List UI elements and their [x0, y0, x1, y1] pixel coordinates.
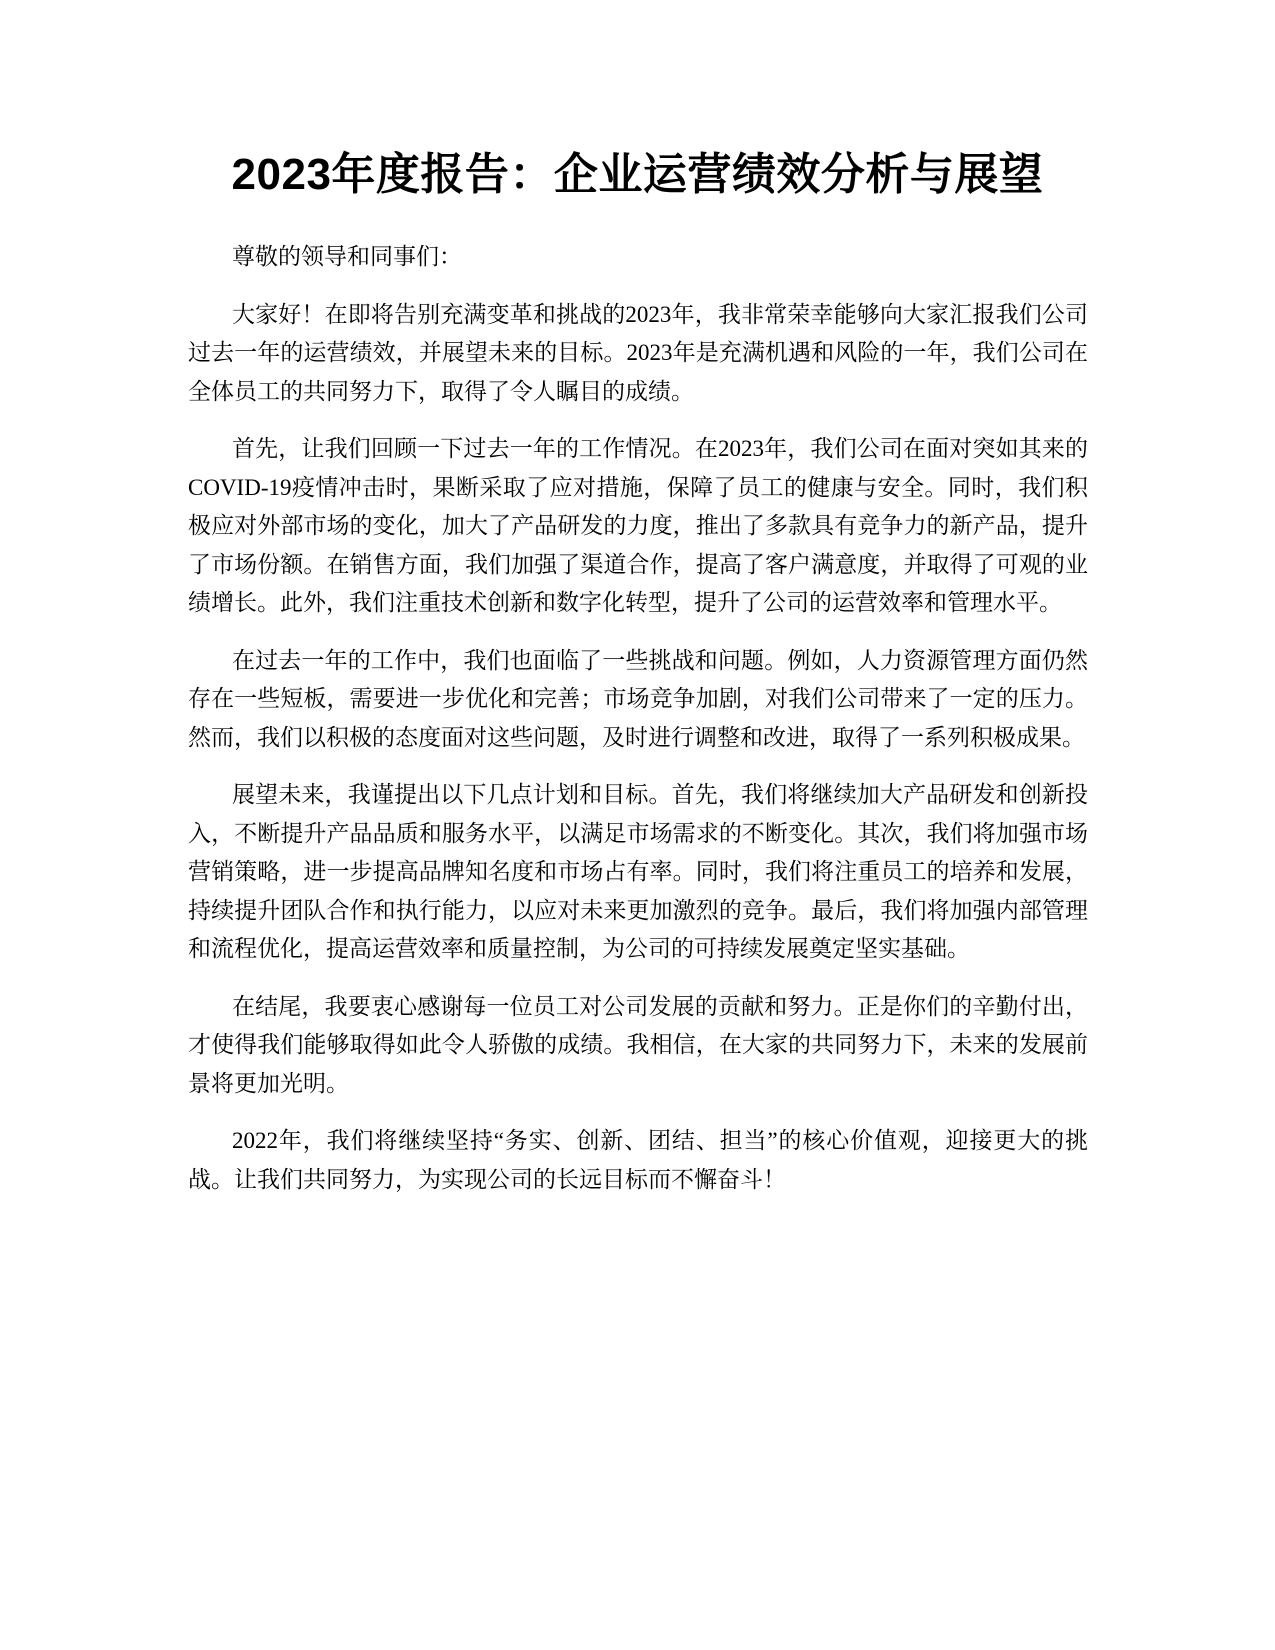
document-body	[188, 238, 1088, 1218]
body-paragraph: 在结尾，我要衷心感谢每一位员工对公司发展的贡献和努力。正是你们的辛勤付出，才使得我们能够取得如此令人骄傲的成绩。我相信，在大家的共同努力下，未来的发展前景将更加光明。	[188, 993, 1088, 1096]
document-title: 2023年度报告：企业运营绩效分析与展望	[231, 150, 1044, 199]
body-paragraph: 首先，让我们回顾一下过去一年的工作情况。在2023年，我们公司在面对突如其来的COVID-19疫情冲击时，果断采取了应对措施，保障了员工的健康与安全。同时，我们积极应对外部市场的变化，加大了产品研发的力度，推出了多款具有竞争力的新产品，提升了市场份额。在销售方面，我们加强了渠道合作，提高了客户满意度，并取得了可观的业绩增长。此外，我们注重技术创新和数字化转型，提升了公司的运营效率和管理水平。	[188, 436, 1088, 615]
body-paragraph: 展望未来，我谨提出以下几点计划和目标。首先，我们将继续加大产品研发和创新投入，不断提升产品品质和服务水平，以满足市场需求的不断变化。其次，我们将加强市场营销策略，进一步提高品牌知名度和市场占有率。同时，我们将注重员工的培养和发展，持续提升团队合作和执行能力，以应对未来更加激烈的竞争。最后，我们将加强内部管理和流程优化，提高运营效率和质量控制，为公司的可持续发展奠定坚实基础。	[188, 782, 1088, 961]
closing-paragraph: 2022年，我们将继续坚持“务实、创新、团结、担当”的核心价值观，迎接更大的挑战。让我们共同努力，为实现公司的长远目标而不懈奋斗！	[188, 1128, 1088, 1192]
body-paragraph: 在过去一年的工作中，我们也面临了一些挑战和问题。例如，人力资源管理方面仍然存在一些短板，需要进一步优化和完善；市场竞争加剧，对我们公司带来了一定的压力。然而，我们以积极的态度面对这些问题，及时进行调整和改进，取得了一系列积极成果。	[188, 647, 1088, 750]
body-paragraph: 大家好！在即将告别充满变革和挑战的2023年，我非常荣幸能够向大家汇报我们公司过去一年的运营绩效，并展望未来的目标。2023年是充满机遇和风险的一年，我们公司在全体员工的共同努力下，取得了令人瞩目的成绩。	[188, 301, 1088, 404]
salutation-paragraph: 尊敬的领导和同事们：	[232, 244, 462, 269]
